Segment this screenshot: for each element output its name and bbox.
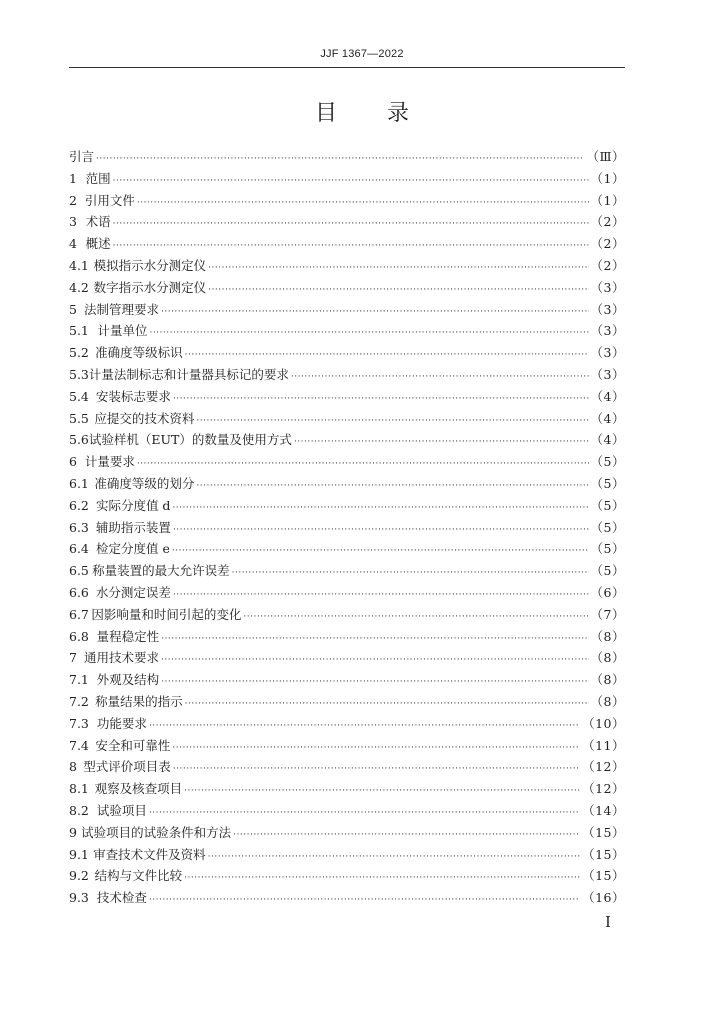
toc-entry-page: （7）	[590, 606, 625, 622]
toc-leader-dots	[161, 650, 589, 672]
toc-leader-dots	[149, 890, 580, 912]
toc-entry-page: （3）	[590, 366, 625, 382]
toc-entry[interactable]	[69, 887, 625, 909]
toc-entry[interactable]	[69, 451, 625, 473]
toc-entry-number: 9.1	[69, 846, 89, 862]
toc-entry-title: 试验样机（EUT）的数量及使用方式	[88, 432, 292, 448]
toc-entry-title: 功能要求	[96, 715, 147, 731]
toc-entry-title: 称量结果的指示	[95, 693, 183, 709]
header-rule	[69, 67, 625, 68]
toc-entry-title: 计量法制标志和计量器具标记的要求	[88, 366, 289, 382]
toc-leader-dots	[208, 258, 588, 280]
toc-entry-number: 6.2	[69, 497, 89, 513]
toc-leader-dots	[185, 694, 589, 716]
toc-entry-page: （12）	[582, 759, 625, 775]
toc-entry-page: （4）	[590, 432, 625, 448]
toc-entry[interactable]	[69, 538, 625, 560]
toc-entry-page: （4）	[590, 388, 625, 404]
toc-entry-number: 9	[69, 824, 77, 840]
toc-entry-title: 量程稳定性	[96, 628, 160, 644]
toc-entry[interactable]	[69, 669, 625, 691]
toc-entry-number: 3	[69, 214, 77, 230]
toc-leader-dots	[172, 738, 580, 760]
title-char-right: 录	[387, 101, 410, 126]
toc-entry-page: （5）	[590, 475, 625, 491]
toc-entry-number: 6.7	[69, 606, 89, 622]
toc-entry-title: 安装标志要求	[95, 388, 171, 404]
toc-entry-page: （3）	[590, 345, 625, 361]
toc-entry-number: 4.2	[69, 279, 89, 295]
page-folio: I	[605, 913, 611, 931]
toc-entry[interactable]	[69, 604, 625, 626]
toc-entry-title: 型式评价项目表	[83, 759, 171, 775]
toc-entry-title: 引言	[69, 149, 95, 164]
toc-entry-title: 数字指示水分测定仪	[93, 279, 207, 295]
toc-entry-title: 范围	[85, 170, 111, 186]
toc-entry-page: （5）	[590, 541, 625, 557]
toc-entry-number: 4	[69, 236, 77, 252]
toc-entry-title: 辅助指示装置	[95, 519, 171, 535]
toc-leader-dots	[96, 149, 584, 171]
toc-entry-title: 计量要求	[84, 454, 135, 470]
toc-entry-title: 外观及结构	[96, 672, 160, 688]
toc-entry-number: 7.3	[69, 715, 89, 731]
toc-entry-number: 5.2	[69, 345, 89, 361]
toc-leader-dots	[208, 847, 580, 869]
toc-entry-number: 9.3	[69, 890, 89, 906]
toc-entry-number: 9.2	[69, 868, 89, 884]
toc-leader-dots	[184, 868, 580, 890]
toc-entry[interactable]	[69, 386, 625, 408]
toc-entry-number: 5.5	[69, 410, 89, 426]
toc-entry-page: （8）	[590, 650, 625, 666]
toc-entry-page: （11）	[582, 737, 625, 753]
toc-entry-title: 计量单位	[97, 323, 148, 339]
toc-leader-dots	[113, 214, 589, 236]
toc-entry[interactable]	[69, 517, 625, 539]
toc-entry-title: 观察及核查项目	[94, 781, 183, 797]
toc-entry-number: 7.1	[69, 672, 89, 688]
toc-entry[interactable]	[69, 168, 625, 190]
toc-entry[interactable]	[69, 364, 625, 386]
toc-entry-page: （2）	[590, 214, 625, 230]
toc-leader-dots	[173, 759, 580, 781]
toc-entry[interactable]	[69, 211, 625, 233]
toc-leader-dots	[161, 302, 589, 324]
toc-entry-number: 5.3	[69, 366, 89, 382]
toc-entry-number: 8.1	[69, 781, 89, 797]
toc-entry-title: 通用技术要求	[83, 650, 159, 666]
toc-entry[interactable]	[69, 408, 625, 430]
toc-leader-dots	[232, 563, 589, 585]
toc-entry-page: （8）	[590, 628, 625, 644]
toc-leader-dots	[196, 476, 588, 498]
toc-entry-page: （3）	[590, 323, 625, 339]
toc-leader-dots	[208, 280, 588, 302]
toc-entry-page: （15）	[582, 868, 625, 884]
toc-entry[interactable]	[69, 756, 625, 778]
toc-entry-title: 检定分度值 e	[95, 541, 170, 557]
toc-entry-page: （5）	[590, 563, 625, 579]
toc-entry-number: 7.4	[69, 737, 89, 753]
toc-entry-title: 称量装置的最大允许误差	[92, 563, 230, 579]
toc-leader-dots	[149, 323, 588, 345]
toc-entry-number: 8.2	[69, 802, 89, 818]
toc-entry[interactable]	[69, 233, 625, 255]
toc-entry-number: 8	[69, 759, 77, 775]
toc-entry-number: 5	[69, 301, 77, 317]
toc-entry[interactable]	[69, 626, 625, 648]
toc-entry-number: 7	[69, 650, 77, 666]
toc-entry-title: 模拟指示水分测定仪	[93, 257, 207, 273]
toc-entry-number: 6.1	[69, 475, 89, 491]
toc-entry[interactable]	[69, 800, 625, 822]
toc-entry[interactable]	[69, 429, 625, 451]
toc-entry[interactable]	[69, 844, 625, 866]
title-char-left: 目	[314, 101, 337, 126]
toc-entry-title: 技术检查	[96, 890, 147, 906]
toc-entry-page: （12）	[582, 781, 625, 797]
toc-entry-page: （14）	[582, 802, 625, 818]
running-header: JJF 1367—2022	[320, 48, 404, 60]
toc-entry[interactable]	[69, 865, 625, 887]
toc-entry-title: 引用文件	[84, 192, 135, 208]
toc-entry-page: （Ⅲ）	[586, 149, 625, 164]
toc-leader-dots	[243, 607, 588, 629]
toc-entry-title: 试验项目	[96, 802, 147, 818]
toc-entry-page: （15）	[582, 824, 625, 840]
toc-entry-page: （5）	[590, 454, 625, 470]
toc-entry-title: 术语	[85, 214, 111, 230]
toc-leader-dots	[161, 672, 588, 694]
toc-entry-page: （1）	[590, 170, 625, 186]
toc-entry[interactable]	[69, 277, 625, 299]
toc-leader-dots	[149, 716, 580, 738]
toc-leader-dots	[137, 193, 589, 215]
toc-entry-title: 审查技术文件及资料	[93, 846, 206, 862]
toc-entry-page: （16）	[582, 890, 625, 906]
toc-entry-number: 7.2	[69, 693, 89, 709]
toc-leader-dots	[172, 541, 589, 563]
toc-entry[interactable]	[69, 473, 625, 495]
toc-entry-number: 6.3	[69, 519, 89, 535]
toc-leader-dots	[291, 367, 589, 389]
toc-entry[interactable]	[69, 582, 625, 604]
toc-entry-page: （8）	[590, 672, 625, 688]
toc-leader-dots	[173, 389, 589, 411]
toc-leader-dots	[113, 171, 589, 193]
toc-entry[interactable]	[69, 822, 625, 844]
toc-entry-number: 6.5	[69, 563, 89, 579]
toc-leader-dots	[184, 781, 580, 803]
toc-entry-page: （3）	[590, 279, 625, 295]
toc-entry-number: 6.8	[69, 628, 89, 644]
toc-entry[interactable]	[69, 778, 625, 800]
toc-entry-page: （3）	[590, 301, 625, 317]
toc-entry-number: 6.4	[69, 541, 89, 557]
toc-entry[interactable]	[69, 495, 625, 517]
toc-entry[interactable]	[69, 255, 625, 277]
toc-entry-number: 6	[69, 454, 77, 470]
toc-entry[interactable]	[69, 320, 625, 342]
toc-entry[interactable]	[69, 647, 625, 669]
toc-entry-page: （4）	[590, 410, 625, 426]
toc-leader-dots	[137, 454, 589, 476]
toc-entry-page: （10）	[582, 715, 625, 731]
toc-entry-page: （6）	[590, 584, 625, 600]
toc-entry-title: 准确度等级标识	[95, 345, 183, 361]
toc-entry[interactable]	[69, 146, 625, 168]
toc-entry[interactable]	[69, 342, 625, 364]
toc-entry-page: （8）	[590, 693, 625, 709]
toc-entry-title: 实际分度值 d	[95, 497, 171, 513]
toc-entry-title: 试验项目的试验条件和方法	[81, 824, 232, 840]
toc-entry-title: 因影响量和时间引起的变化	[91, 606, 242, 622]
toc-entry-number: 5.6	[69, 432, 89, 448]
toc-entry-number: 2	[69, 192, 77, 208]
toc-entry-number: 5.1	[69, 323, 89, 339]
toc-entry-title: 概述	[85, 236, 111, 252]
toc-leader-dots	[161, 629, 588, 651]
toc-entry-page: （15）	[582, 846, 625, 862]
toc-entry-title: 结构与文件比较	[94, 868, 183, 884]
toc-entry[interactable]	[69, 713, 625, 735]
toc-entry-title: 水分测定误差	[95, 584, 171, 600]
toc-entry-number: 5.4	[69, 388, 89, 404]
toc-entry[interactable]	[69, 560, 625, 582]
toc-entry-page: （2）	[590, 236, 625, 252]
toc-entry-title: 法制管理要求	[83, 301, 159, 317]
toc-entry-number: 6.6	[69, 584, 89, 600]
toc-leader-dots	[172, 498, 588, 520]
toc-leader-dots	[233, 825, 580, 847]
toc-leader-dots	[294, 432, 589, 454]
table-of-contents	[69, 146, 625, 909]
toc-entry-page: （2）	[590, 257, 625, 273]
toc-entry-title: 安全和可靠性	[95, 737, 171, 753]
toc-entry[interactable]	[69, 735, 625, 757]
toc-entry[interactable]	[69, 691, 625, 713]
toc-entry-title: 准确度等级的划分	[94, 475, 195, 491]
toc-entry-page: （5）	[590, 497, 625, 513]
toc-entry-page: （5）	[590, 519, 625, 535]
toc-entry-number: 4.1	[69, 257, 89, 273]
toc-entry[interactable]	[69, 190, 625, 212]
page-title	[0, 96, 724, 127]
toc-entry-page: （1）	[590, 192, 625, 208]
toc-entry[interactable]	[69, 299, 625, 321]
toc-leader-dots	[173, 520, 589, 542]
toc-entry-title: 应提交的技术资料	[94, 410, 195, 426]
toc-entry-number: 1	[69, 170, 77, 186]
